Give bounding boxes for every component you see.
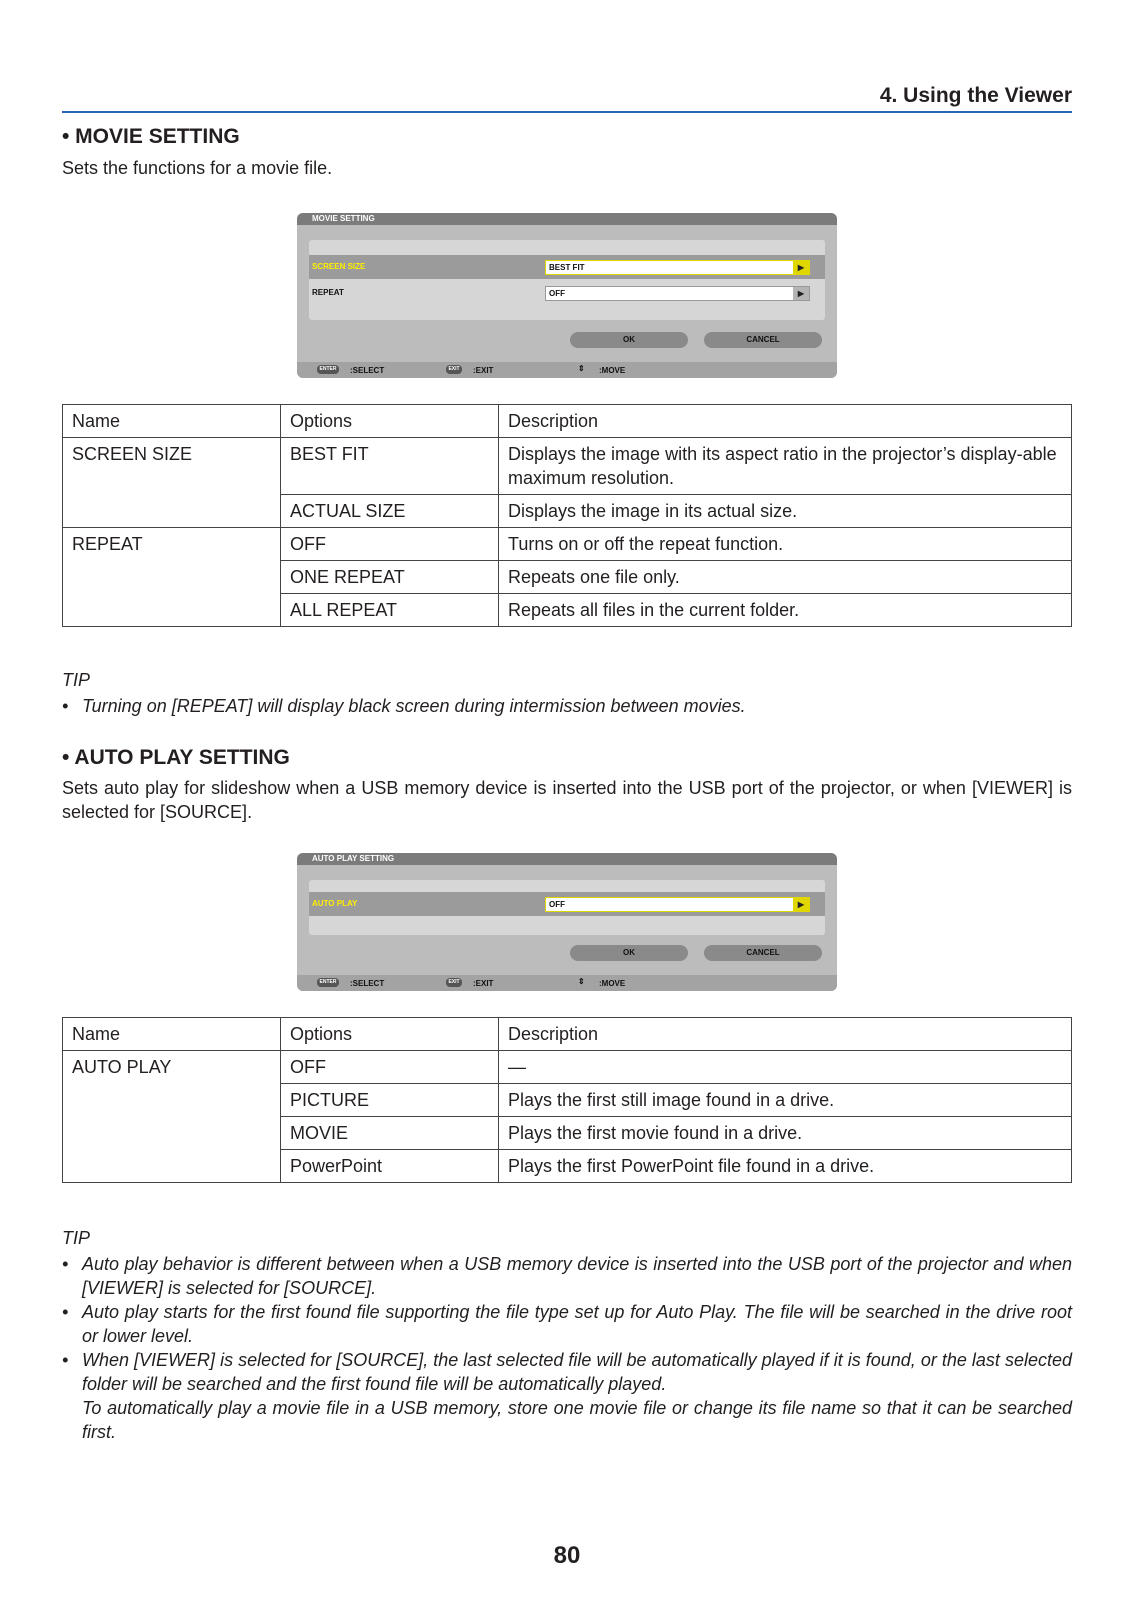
tip-item: • Turning on [REPEAT] will display black screen during intermission between movies. — [62, 696, 746, 716]
tip-label: TIP — [62, 670, 91, 690]
option-cell: ONE REPEAT — [281, 561, 499, 594]
description-cell: Repeats one file only. — [499, 561, 1072, 594]
header-cell: Description — [499, 1018, 1072, 1051]
up-down-arrow-icon: ⇕ — [578, 364, 585, 373]
name-cell: REPEAT — [63, 528, 281, 627]
exit-hint: :EXIT — [473, 366, 494, 375]
triangle-right-icon[interactable]: ▶ — [793, 287, 809, 300]
description-cell: — — [499, 1051, 1072, 1084]
description-cell: Displays the image in its actual size. — [499, 495, 1072, 528]
select-hint: :SELECT — [350, 979, 385, 988]
dialog-title: AUTO PLAY SETTING — [297, 853, 837, 865]
setting-label: REPEAT — [312, 288, 344, 297]
enter-key-icon: ENTER — [317, 978, 339, 987]
dialog-panel — [309, 880, 825, 935]
table-header-row — [63, 405, 1072, 438]
option-cell: BEST FIT — [281, 438, 499, 495]
auto-play-setting-heading: • AUTO PLAY SETTING — [62, 746, 290, 769]
header-cell: Description — [499, 405, 1072, 438]
description-cell: Repeats all files in the current folder. — [499, 594, 1072, 627]
tip-list — [62, 694, 1072, 718]
triangle-right-icon[interactable]: ▶ — [793, 898, 809, 911]
screen-size-select[interactable] — [545, 260, 810, 275]
dialog-footer — [297, 362, 837, 378]
select-hint: :SELECT — [350, 366, 385, 375]
table-row — [63, 528, 1072, 561]
tip-item: • When [VIEWER] is selected for [SOURCE], the last selected file will be automatically played if it is found, or the last selected folder will be searched and the first found file will be automatically played. To automatically play a movie file in a USB memory, store one movie file or change its file name so that it can be searched first. — [62, 1350, 1072, 1442]
setting-label: AUTO PLAY — [312, 899, 358, 908]
header-rule — [62, 111, 1072, 113]
movie-setting-dialog — [297, 213, 837, 378]
header-cell: Options — [281, 405, 499, 438]
tip-list — [62, 1252, 1072, 1444]
setting-row-auto-play[interactable] — [309, 892, 825, 916]
tip-item: • Auto play starts for the first found file supporting the file type set up for Auto Play. The file will be searched in the drive root or lower level. — [62, 1302, 1072, 1346]
option-cell: OFF — [281, 1051, 499, 1084]
setting-label: SCREEN SIZE — [312, 262, 366, 271]
repeat-select[interactable] — [545, 286, 810, 301]
move-hint: :MOVE — [599, 366, 626, 375]
tip-item: • Auto play behavior is different between when a USB memory device is inserted into the USB port of the projector and when [VIEWER] is selected for [SOURCE]. — [62, 1254, 1072, 1298]
dialog-title: MOVIE SETTING — [297, 213, 837, 225]
setting-row-screen-size[interactable] — [309, 255, 825, 279]
tip-text: When [VIEWER] is selected for [SOURCE], the last selected file will be automatically played if it is found, or the last selected folder will be searched and the first found file will be automatically played. — [82, 1350, 1072, 1394]
select-value: OFF — [549, 900, 565, 909]
header-cell: Options — [281, 1018, 499, 1051]
description-cell: Plays the first movie found in a drive. — [499, 1117, 1072, 1150]
option-cell: PICTURE — [281, 1084, 499, 1117]
description-cell: Plays the first still image found in a drive. — [499, 1084, 1072, 1117]
page-number: 80 — [553, 1542, 581, 1569]
name-cell: AUTO PLAY — [63, 1051, 281, 1183]
tip-text: Auto play starts for the first found file supporting the file type set up for Auto Play. The file will be searched in the drive root or lower level. — [82, 1302, 1072, 1346]
up-down-arrow-icon: ⇕ — [578, 977, 585, 986]
tip-label: TIP — [62, 1228, 91, 1248]
option-cell: MOVIE — [281, 1117, 499, 1150]
tip-extra-text: To automatically play a movie file in a USB memory, store one movie file or change its file name so that it can be searched first. — [82, 1398, 1072, 1442]
name-cell: SCREEN SIZE — [63, 438, 281, 528]
auto-play-setting-intro: Sets auto play for slideshow when a USB memory device is inserted into the USB port of the projector, or when [VIEWER] is selected for [SOURCE]. — [62, 778, 1072, 822]
auto-play-setting-table — [62, 1017, 1072, 1183]
header-cell: Name — [63, 405, 281, 438]
option-cell: ALL REPEAT — [281, 594, 499, 627]
dialog-panel — [309, 240, 825, 320]
move-hint: :MOVE — [599, 979, 626, 988]
option-cell: PowerPoint — [281, 1150, 499, 1183]
movie-setting-heading: • MOVIE SETTING — [62, 125, 240, 148]
option-cell: OFF — [281, 528, 499, 561]
chapter-title: 4. Using the Viewer — [879, 84, 1072, 107]
exit-hint: :EXIT — [473, 979, 494, 988]
select-value: OFF — [549, 289, 565, 298]
tip-text: Turning on [REPEAT] will display black screen during intermission between movies. — [82, 696, 746, 716]
auto-play-setting-dialog — [297, 853, 837, 991]
tip-text: Auto play behavior is different between when a USB memory device is inserted into the USB port of the projector and when [VIEWER] is selected for [SOURCE]. — [82, 1254, 1072, 1298]
table-row — [63, 438, 1072, 495]
description-cell: Displays the image with its aspect ratio in the projector’s display-able maximum resolution. — [499, 438, 1072, 495]
cancel-button[interactable]: CANCEL — [704, 332, 822, 348]
ok-button[interactable]: OK — [570, 945, 688, 961]
table-header-row — [63, 1018, 1072, 1051]
header-cell: Name — [63, 1018, 281, 1051]
exit-key-icon: EXIT — [446, 365, 462, 374]
description-cell: Turns on or off the repeat function. — [499, 528, 1072, 561]
setting-row-repeat[interactable] — [309, 281, 825, 305]
movie-setting-table — [62, 404, 1072, 627]
description-cell: Plays the first PowerPoint file found in a drive. — [499, 1150, 1072, 1183]
exit-key-icon: EXIT — [446, 978, 462, 987]
option-cell: ACTUAL SIZE — [281, 495, 499, 528]
movie-setting-intro: Sets the functions for a movie file. — [62, 158, 333, 178]
enter-key-icon: ENTER — [317, 365, 339, 374]
cancel-button[interactable]: CANCEL — [704, 945, 822, 961]
triangle-right-icon[interactable]: ▶ — [793, 261, 809, 274]
select-value: BEST FIT — [549, 263, 585, 272]
dialog-footer — [297, 975, 837, 991]
table-row — [63, 1051, 1072, 1084]
ok-button[interactable]: OK — [570, 332, 688, 348]
auto-play-select[interactable] — [545, 897, 810, 912]
